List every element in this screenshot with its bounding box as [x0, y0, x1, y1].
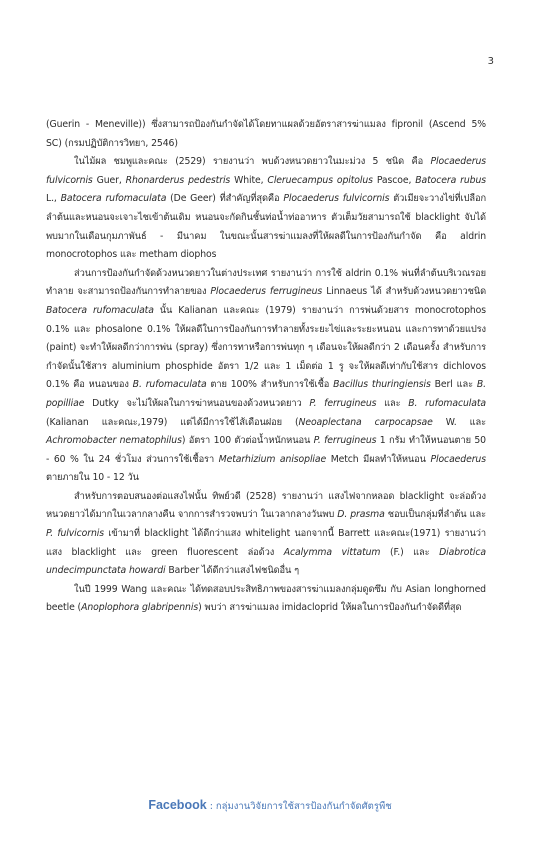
- species-name: Batocera rubus: [415, 174, 486, 186]
- facebook-group-name: กลุ่มงานวิจัยการใช้สารป้องกันกำจัดศัตรูพืช: [215, 801, 392, 812]
- species-name: Bacillus thuringiensis: [333, 379, 431, 391]
- footer-facebook: [0, 794, 540, 814]
- text-run: Metch มีผลทำให้หนอน: [326, 453, 431, 465]
- text-run: Berl และ: [430, 379, 477, 391]
- species-name: D. prasma: [337, 509, 385, 521]
- species-name: Neoaplectana carpocapsae: [298, 416, 433, 428]
- species-name: P. ferrugineus: [313, 435, 377, 447]
- text-run: ตายภายใน 10 - 12 วัน: [46, 472, 139, 484]
- text-run: (F.) และ: [380, 546, 440, 558]
- text-run: Pascoe,: [372, 174, 416, 186]
- text-run: และ: [376, 397, 409, 409]
- species-name: Plocaederus fulvicornis: [46, 156, 486, 186]
- text-run: ) พบว่า สารฆ่าแมลง imidacloprid ให้ผลในการป้องกันกำจัดดีที่สุด: [198, 602, 462, 614]
- text-run: ) อัตรา 100 ตัวต่อน้ำหนักหนอน: [181, 435, 314, 447]
- text-run: White,: [230, 174, 268, 186]
- text-run: ส่วนการป้องกันกำจัดด้วงหนวดยาวในต่างประเทศ รายงานว่า การใช้ aldrin 0.1% พ่นที่ลำต้นบริเวณรอยทำลาย จะสามารถป้องกันการทำลายของ: [46, 267, 486, 298]
- species-name: Cleruecampus opitolus: [267, 174, 373, 186]
- text-run: ชอบเป็นกลุ่มที่ลำต้น และ: [384, 509, 487, 521]
- text-run: (De Geer) ที่สำคัญที่สุดคือ: [166, 193, 284, 205]
- species-name: Plocaederus fulvicornis: [283, 193, 390, 205]
- text-run: L.,: [46, 193, 61, 205]
- species-name: Metarhizium anisopliae: [218, 453, 327, 465]
- text-run: (Guerin - Meneville)) ซึ่งสามารถป้องกันกำจัดได้โดยทาแผลด้วยอัตราสารฆ่าแมลง fipronil (Ascend 5% SC) (กรมปฏิบัติการวิทยา, 2546): [46, 119, 486, 149]
- paragraph: [46, 265, 486, 488]
- text-run: (Kalianan และคณะ,1979) แต่ได้มีการใช้ไส้เดือนฝอย (: [46, 416, 299, 428]
- text-run: 1 กรัม ทำให้หนอนตาย 50 - 60 % ใน 24 ชั่วโมง ส่วนการใช้เชื้อรา: [46, 435, 486, 465]
- species-name: B. rufomaculata: [132, 379, 207, 391]
- paragraph: [46, 581, 486, 618]
- text-run: W. และ: [432, 416, 486, 428]
- species-name: P. ferrugineus: [309, 397, 377, 409]
- species-name: B. popilliae: [46, 379, 486, 409]
- species-name: B. rufomaculata: [408, 397, 487, 409]
- species-name: Acalymma vittatum: [283, 546, 381, 558]
- text-run: นั้น Kalianan และคณะ (1979) รายงานว่า การพ่นด้วยสาร monocrotophos 0.1% และ phosalone 0.1% ให้ผลดีในการป้องกันการทำลายทั้งระยะไข่และระยะหนอน และการทาด้วยแปรง (paint) จะทำให้ผลดีกว่าการพ่น (spray) ซึ่งการทาหรือการพ่นทุก ๆ เดือนจะให้ผลดีกว่า 2 เดือนครั้ง สำหรับการกำจัดนั้นใช้สาร aluminium phosphide อัตรา 1/2 และ 1 เม็ดต่อ 1 รู จะให้ผลดีเท่ากับใช้สาร dichlovos 0.1% คือ หนอนของ: [46, 304, 486, 391]
- text-run: Barber ได้ดีกว่าแสงไฟชนิดอื่น ๆ: [165, 565, 300, 577]
- species-name: Achromobacter nematophilus: [46, 435, 182, 447]
- text-run: Linnaeus ได้ สำหรับด้วงหนวดยาวชนิด: [322, 286, 487, 298]
- species-name: P. fulvicornis: [46, 528, 105, 540]
- footer-separator: :: [206, 801, 216, 812]
- text-run: สำหรับการตอบสนองต่อแสงไฟนั้น ทิพย์วดี (2528) รายงานว่า แสงไฟจากหลอด blacklight จะล่อด้วงหนวดยาวได้มากในเวลากลางคืน จากการสำรวจพบว่า ในเวลากลางวันพบ: [46, 490, 486, 521]
- species-name: Rhonarderus pedestris: [125, 174, 231, 186]
- text-run: Dutky จะไม่ให้ผลในการฆ่าหนอนของด้วงหนวดยาว: [84, 397, 310, 409]
- species-name: Plocaederus ferrugineus: [210, 286, 323, 298]
- species-name: Diabrotica undecimpunctata howardi: [46, 546, 486, 577]
- text-run: Guer,: [92, 174, 126, 186]
- text-run: ในไม้ผล ชมพูและคณะ (2529) รายงานว่า พบด้วงหนวดยาวในมะม่วง 5 ชนิด คือ: [74, 156, 431, 168]
- species-name: Batocera rufomaculata: [46, 304, 154, 316]
- species-name: Plocaederus: [430, 453, 486, 465]
- text-run: ตัวเมียจะวางไข่ที่เปลือกลำต้นและหนอนจะเจาะไชเข้าต้นเดิม หนอนจะกัดกินชั้นท่อน้ำท่ออาหาร ตัวเต็มวัยสามารถใช้ blacklight จับได้ พบมากในเดือนกุมภาพันธ์ - มีนาคม ในขณะนั้นสารฆ่าแมลงที่ให้ผลดีในการป้องกันกำจัด คือ aldrin monocrotophos และ metham diophos: [46, 193, 486, 261]
- text-run: ตาย 100% สำหรับการใช้เชื้อ: [206, 379, 334, 391]
- paragraph: [46, 153, 486, 265]
- body-text: [46, 116, 486, 618]
- text-run: ในปี 1999 Wang และคณะ ได้ทดสอบประสิทธิภาพของสารฆ่าแมลงกลุ่มดูดซึม กับ Asian longhorned beetle (: [46, 583, 486, 614]
- text-run: เข้ามาที่ blacklight ได้ดีกว่าแสง whitelight นอกจากนี้ Barrett และคณะ(1971) รายงานว่า แสง blacklight และ green fluorescent ล่อด้วง: [46, 528, 486, 558]
- species-name: Anoplophora glabripennis: [81, 602, 199, 614]
- page-number: 3: [487, 56, 494, 67]
- paragraph: [46, 488, 486, 581]
- paragraph: [46, 116, 486, 153]
- facebook-label: Facebook: [148, 798, 207, 812]
- species-name: Batocera rufomaculata: [60, 193, 167, 205]
